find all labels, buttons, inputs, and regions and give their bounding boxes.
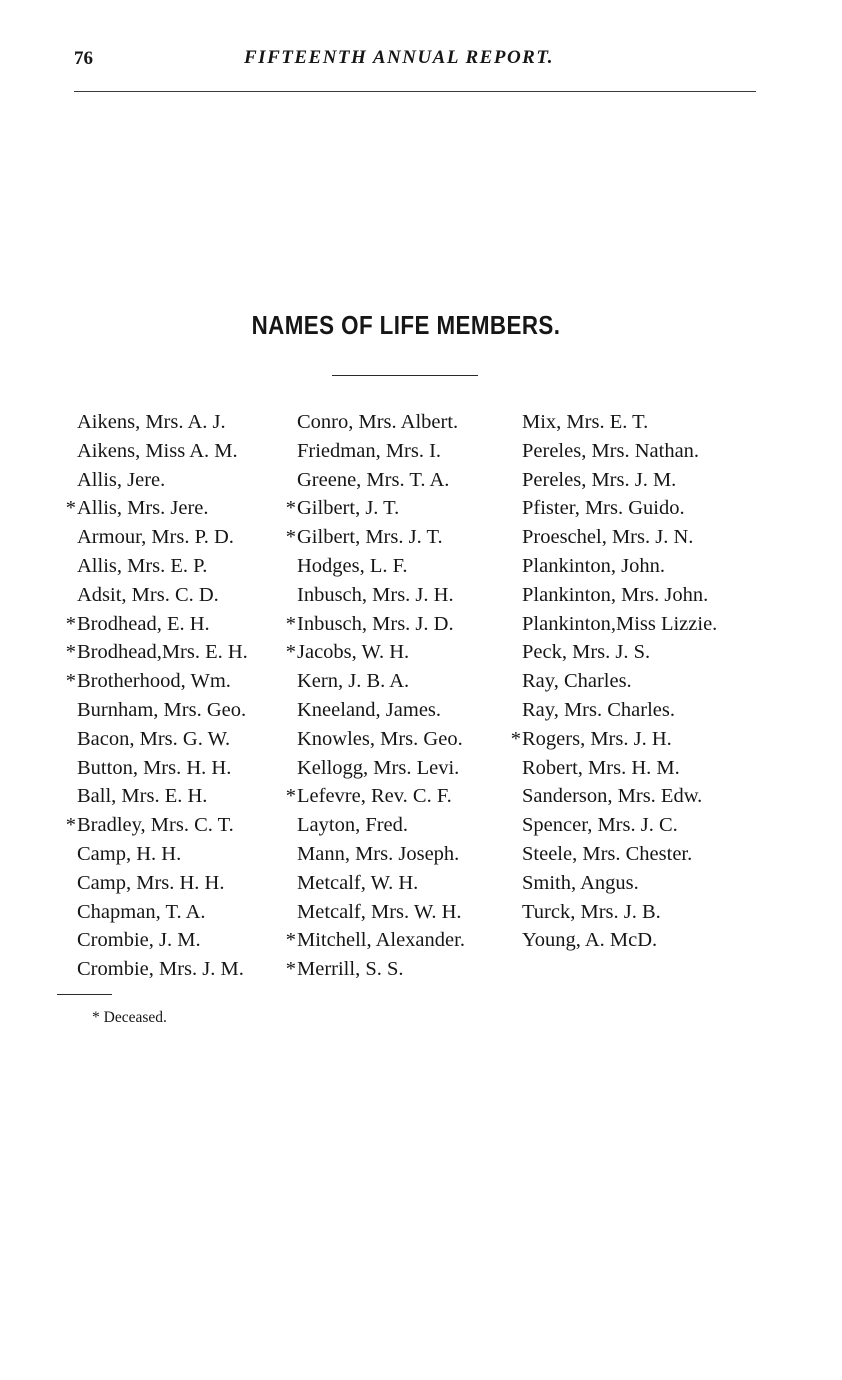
member-entry [505, 696, 717, 725]
member-name: Brodhead,Mrs. E. H. [77, 641, 248, 664]
deceased-mark: * [510, 727, 521, 750]
member-entry [505, 494, 717, 523]
member-entry [60, 494, 248, 523]
member-name: Crombie, Mrs. J. M. [77, 958, 244, 981]
member-entry [60, 638, 248, 667]
member-entry [280, 466, 465, 495]
member-name: Adsit, Mrs. C. D. [77, 583, 219, 606]
member-entry [505, 840, 717, 869]
member-entry [60, 408, 248, 437]
member-entry [280, 581, 465, 610]
member-name: Friedman, Mrs. I. [297, 439, 442, 462]
member-entry [505, 408, 717, 437]
member-entry [60, 581, 248, 610]
member-name: Metcalf, W. H. [297, 871, 419, 894]
member-name: Jacobs, W. H. [297, 641, 410, 664]
member-name: Spencer, Mrs. J. C. [522, 814, 678, 837]
member-name: Young, A. McD. [522, 929, 658, 952]
member-entry [505, 926, 717, 955]
member-name: Plankinton, John. [522, 554, 665, 577]
member-entry [60, 610, 248, 639]
member-name: Hodges, L. F. [297, 554, 408, 577]
footnote-rule [57, 994, 112, 995]
member-entry [280, 523, 465, 552]
member-entry [280, 840, 465, 869]
member-name: Chapman, T. A. [77, 900, 206, 923]
member-name: Aikens, Miss A. M. [77, 439, 238, 462]
member-entry [505, 552, 717, 581]
member-entry [60, 869, 248, 898]
deceased-mark: * [285, 785, 296, 808]
member-name: Knowles, Mrs. Geo. [297, 727, 463, 750]
member-entry [280, 437, 465, 466]
member-entry [60, 955, 248, 984]
member-name: Armour, Mrs. P. D. [77, 526, 234, 549]
member-entry [280, 754, 465, 783]
member-name: Sanderson, Mrs. Edw. [522, 785, 703, 808]
member-entry [60, 754, 248, 783]
member-entry [280, 955, 465, 984]
member-entry [280, 552, 465, 581]
member-name: Camp, H. H. [77, 842, 182, 865]
member-entry [280, 926, 465, 955]
member-name: Bacon, Mrs. G. W. [77, 727, 231, 750]
header-rule [74, 91, 756, 92]
member-name: Gilbert, J. T. [297, 497, 400, 520]
member-entry [280, 811, 465, 840]
member-name: Pereles, Mrs. J. M. [522, 468, 677, 491]
member-name: Plankinton,Miss Lizzie. [522, 612, 718, 635]
member-name: Pereles, Mrs. Nathan. [522, 439, 700, 462]
member-entry [280, 667, 465, 696]
member-entry [60, 437, 248, 466]
member-name: Crombie, J. M. [77, 929, 201, 952]
member-entry [60, 926, 248, 955]
deceased-mark: * [65, 670, 76, 693]
member-name: Metcalf, Mrs. W. H. [297, 900, 462, 923]
member-entry [280, 869, 465, 898]
deceased-mark: * [285, 929, 296, 952]
member-name: Robert, Mrs. H. M. [522, 756, 680, 779]
member-name: Steele, Mrs. Chester. [522, 842, 693, 865]
deceased-mark: * [285, 612, 296, 635]
member-entry [280, 898, 465, 927]
member-name: Proeschel, Mrs. J. N. [522, 526, 694, 549]
member-entry [505, 638, 717, 667]
member-name: Greene, Mrs. T. A. [297, 468, 450, 491]
member-name: Turck, Mrs. J. B. [522, 900, 661, 923]
member-entry [60, 898, 248, 927]
member-name: Allis, Mrs. E. P. [77, 554, 208, 577]
member-entry [60, 466, 248, 495]
member-name: Conro, Mrs. Albert. [297, 411, 459, 433]
member-entry [60, 667, 248, 696]
member-entry [280, 696, 465, 725]
member-name: Smith, Angus. [522, 871, 639, 894]
member-entry [60, 725, 248, 754]
member-name: Plankinton, Mrs. John. [522, 583, 709, 606]
member-entry [505, 610, 717, 639]
deceased-mark: * [285, 497, 296, 520]
member-entry [60, 811, 248, 840]
member-entry [505, 782, 717, 811]
member-name: Camp, Mrs. H. H. [77, 871, 225, 894]
title-rule [332, 375, 478, 376]
member-entry [60, 840, 248, 869]
member-name: Allis, Mrs. Jere. [77, 497, 209, 520]
member-name: Aikens, Mrs. A. J. [77, 411, 226, 433]
member-name: Kellogg, Mrs. Levi. [297, 756, 460, 779]
member-name: Inbusch, Mrs. J. H. [297, 583, 454, 606]
member-name: Mann, Mrs. Joseph. [297, 842, 460, 865]
member-entry [505, 869, 717, 898]
member-name: Mitchell, Alexander. [297, 929, 465, 952]
member-entry [505, 898, 717, 927]
deceased-mark: * [65, 497, 76, 520]
member-name: Ball, Mrs. E. H. [77, 785, 208, 808]
member-name: Allis, Jere. [77, 468, 166, 491]
member-entry [280, 725, 465, 754]
member-name: Pfister, Mrs. Guido. [522, 497, 685, 520]
member-name: Lefevre, Rev. C. F. [297, 785, 452, 808]
member-name: Kern, J. B. A. [297, 670, 410, 693]
member-entry [60, 552, 248, 581]
section-title: NAMES OF LIFE MEMBERS. [251, 310, 561, 340]
member-name: Brotherhood, Wm. [77, 670, 231, 693]
member-entry [60, 782, 248, 811]
deceased-mark: * [285, 641, 296, 664]
member-entry [60, 696, 248, 725]
member-entry [280, 408, 465, 437]
deceased-mark: * [65, 814, 76, 837]
running-head: FIFTEENTH ANNUAL REPORT. [244, 47, 554, 68]
deceased-mark: * [65, 612, 76, 635]
member-column-1 [60, 408, 248, 984]
member-entry [505, 725, 717, 754]
member-name: Button, Mrs. H. H. [77, 756, 232, 779]
member-entry [505, 523, 717, 552]
member-column-2 [280, 408, 465, 984]
member-name: Ray, Charles. [522, 670, 632, 693]
member-entry [280, 638, 465, 667]
member-entry [60, 523, 248, 552]
member-name: Mix, Mrs. E. T. [522, 411, 649, 433]
member-entry [280, 782, 465, 811]
member-name: Brodhead, E. H. [77, 612, 210, 635]
footnote: * Deceased. [92, 1009, 167, 1026]
member-name: Kneeland, James. [297, 698, 442, 721]
deceased-mark: * [65, 641, 76, 664]
member-entry [505, 811, 717, 840]
member-entry [280, 610, 465, 639]
member-name: Bradley, Mrs. C. T. [77, 814, 234, 837]
member-name: Gilbert, Mrs. J. T. [297, 526, 443, 549]
member-name: Inbusch, Mrs. J. D. [297, 612, 454, 635]
page-number: 76 [74, 48, 93, 69]
member-entry [505, 754, 717, 783]
member-name: Rogers, Mrs. J. H. [522, 727, 672, 750]
member-name: Burnham, Mrs. Geo. [77, 698, 247, 721]
member-name: Peck, Mrs. J. S. [522, 641, 651, 664]
deceased-mark: * [285, 526, 296, 549]
member-name: Ray, Mrs. Charles. [522, 698, 675, 721]
member-entry [505, 437, 717, 466]
deceased-mark: * [285, 958, 296, 981]
member-entry [505, 581, 717, 610]
member-entry [280, 494, 465, 523]
member-name: Merrill, S. S. [297, 958, 404, 981]
member-entry [505, 466, 717, 495]
member-column-3 [505, 408, 717, 955]
member-name: Layton, Fred. [297, 814, 409, 837]
member-entry [505, 667, 717, 696]
